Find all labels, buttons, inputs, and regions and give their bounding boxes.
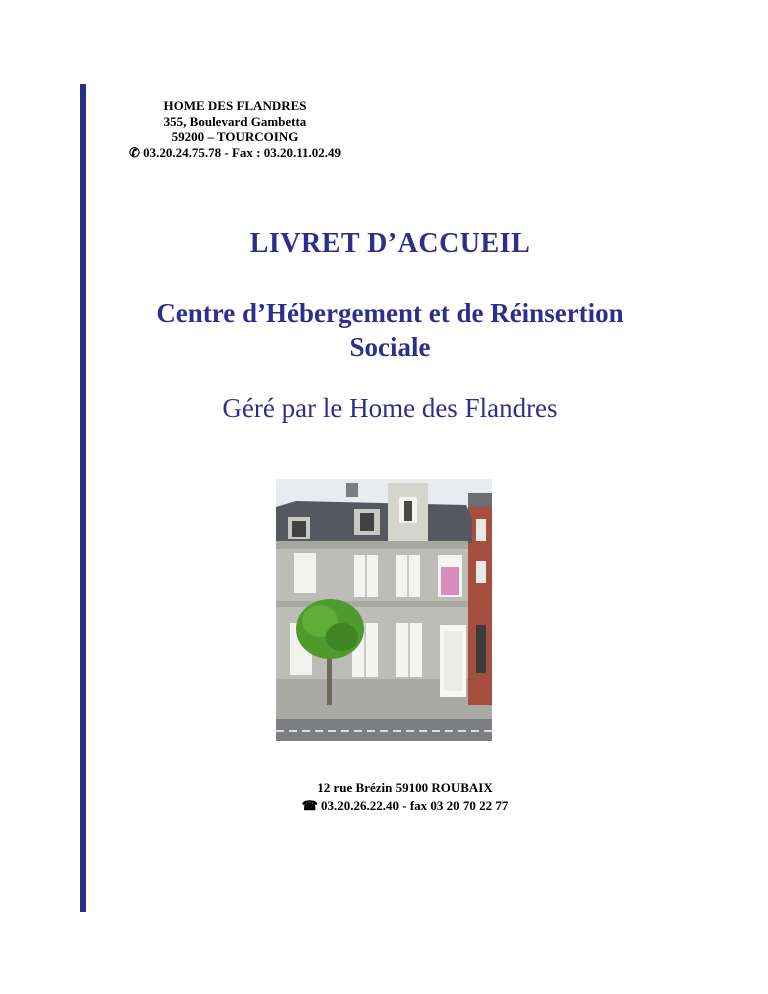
organization-contact: 03.20.24.75.78 - Fax : 03.20.11.02.49: [143, 144, 342, 160]
organization-contact-line: [110, 145, 360, 161]
managed-by-line: Géré par le Home des Flandres: [222, 393, 558, 423]
shelter-contact-line: [250, 797, 560, 815]
shelter-address: 12 rue Brézin 59100 ROUBAIX: [317, 780, 493, 795]
subtitle-line-2: Sociale: [349, 332, 431, 362]
organization-header: [110, 98, 360, 160]
shelter-contact-numbers: 03.20.26.22.40 - fax 03 20 70 22 77: [321, 798, 509, 813]
phone-handset-icon: ✆: [128, 144, 140, 160]
left-margin-bar: [80, 84, 86, 912]
organization-name: HOME DES FLANDRES: [163, 98, 307, 113]
telephone-icon: ☎: [301, 798, 318, 813]
document-subtitle: [90, 296, 690, 364]
shelter-contact: [250, 779, 560, 815]
page-title: LIVRET D’ACCUEIL: [249, 228, 531, 259]
organization-address: 355, Boulevard Gambetta: [163, 113, 307, 129]
organization-city: 59200 – TOURCOING: [171, 129, 299, 144]
subtitle-line-1: Centre d’Hébergement et de Réinsertion: [156, 298, 624, 328]
building-photo: [276, 479, 492, 741]
